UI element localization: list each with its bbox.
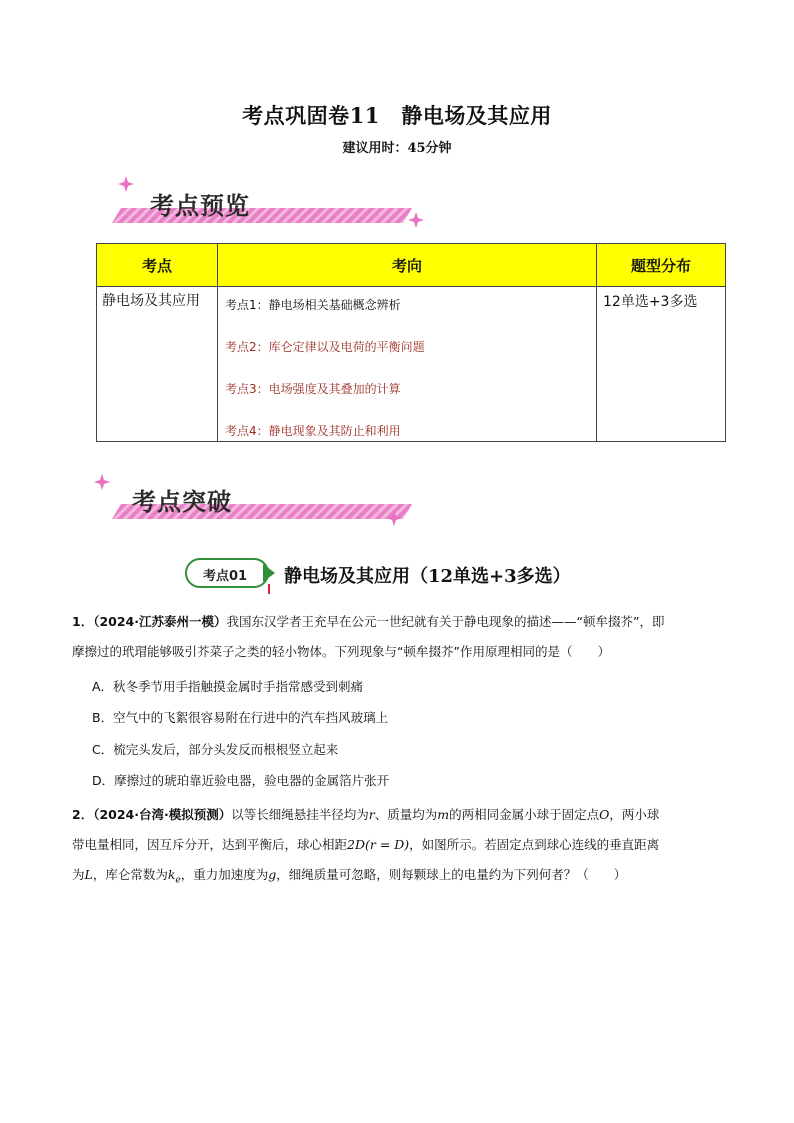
play-arrow-icon xyxy=(262,563,276,583)
question-text: ，重力加速度为 xyxy=(180,867,269,882)
question-2-line-3 xyxy=(72,860,732,896)
question-number: 1． xyxy=(72,614,94,629)
header-distribution: 题型分布 xyxy=(597,244,726,287)
option-a: A．秋冬季节用手指触摸金属时手指常感受到刺痛 xyxy=(92,679,364,694)
topic-cell: 静电场及其应用 xyxy=(97,287,218,442)
question-1-line-1 xyxy=(72,607,732,637)
question-text: ，细绳质量可忽略，则每颗球上的电量约为下列何者？（ ） xyxy=(276,867,627,882)
question-text: 我国东汉学者王充早在公元一世纪就有关于静电现象的描述——“顿牟掇芥”，即 xyxy=(226,614,665,629)
question-text: 带电量相同，因互斥分开，达到平衡后，球心相距 xyxy=(72,837,348,852)
header-topic: 考点 xyxy=(97,244,218,287)
option-b: B．空气中的飞絮很容易附在行进中的汽车挡风玻璃上 xyxy=(92,710,389,725)
option-d: D．摩擦过的琥珀靠近验电器，验电器的金属箔片张开 xyxy=(92,773,390,788)
var-o: O xyxy=(599,807,610,822)
banner-overview xyxy=(90,178,430,238)
suggested-time: 建议用时：45分钟 xyxy=(342,141,452,156)
direction-cell xyxy=(218,287,597,442)
var-r: r xyxy=(368,807,375,822)
topic-overview-table xyxy=(96,243,726,442)
banner-breakthrough-label: 考点突破 xyxy=(132,488,232,516)
section-heading: 静电场及其应用（12单选+3多选） xyxy=(284,566,571,587)
question-source: （2024·台湾·模拟预测） xyxy=(93,807,232,822)
table-header-row xyxy=(97,244,726,287)
question-source: （2024·江苏泰州一模） xyxy=(93,614,227,629)
question-1 xyxy=(72,607,732,667)
question-text: 为 xyxy=(72,867,85,882)
section-pill-label: 考点01 xyxy=(203,569,248,584)
var-m: m xyxy=(437,807,450,822)
section-pill xyxy=(185,558,269,588)
distribution-cell: 12单选+3多选 xyxy=(597,287,726,442)
question-text: 、质量均为 xyxy=(374,807,438,822)
table-row xyxy=(97,287,726,442)
question-number: 2． xyxy=(72,807,94,822)
sparkle-icon xyxy=(118,176,134,192)
question-2-line-1 xyxy=(72,800,732,830)
formula: 2D(r = D) xyxy=(347,837,410,852)
question-text: ，库仑常数为 xyxy=(92,867,168,882)
option-c: C．梳完头发后，部分头发反而根根竖立起来 xyxy=(92,742,339,757)
question-text: ，如图所示。若固定点到球心连线的垂直距离 xyxy=(409,837,660,852)
header-direction: 考向 xyxy=(218,244,597,287)
question-2-line-2 xyxy=(72,830,732,860)
var-l: L xyxy=(84,867,93,882)
sparkle-icon xyxy=(408,212,424,228)
sparkle-icon xyxy=(386,510,402,526)
direction-item-2: 考点2：库仑定律以及电荷的平衡问题 xyxy=(225,340,425,354)
sparkle-icon xyxy=(94,474,110,490)
question-2 xyxy=(72,800,732,896)
question-text: 的两相同金属小球于固定点 xyxy=(449,807,600,822)
var-k-subscript: e xyxy=(175,875,181,886)
var-g: g xyxy=(268,867,277,882)
banner-overview-label: 考点预览 xyxy=(150,192,250,220)
question-text: ，两小球 xyxy=(609,807,660,822)
pill-marker-line xyxy=(268,584,270,594)
question-1-line-2: 摩擦过的玳瑁能够吸引芥菜子之类的轻小物体。下列现象与“顿牟掇芥”作用原理相同的是（ ） xyxy=(72,644,610,659)
var-k: k xyxy=(167,867,176,882)
direction-item-1: 考点1：静电场相关基础概念辨析 xyxy=(225,298,401,312)
question-text: 以等长细绳悬挂半径均为 xyxy=(231,807,369,822)
page-title: 考点巩固卷11 静电场及其应用 xyxy=(242,103,552,128)
banner-breakthrough xyxy=(90,474,430,534)
direction-item-3: 考点3：电场强度及其叠加的计算 xyxy=(225,382,401,396)
direction-item-4: 考点4：静电现象及其防止和利用 xyxy=(225,424,401,438)
